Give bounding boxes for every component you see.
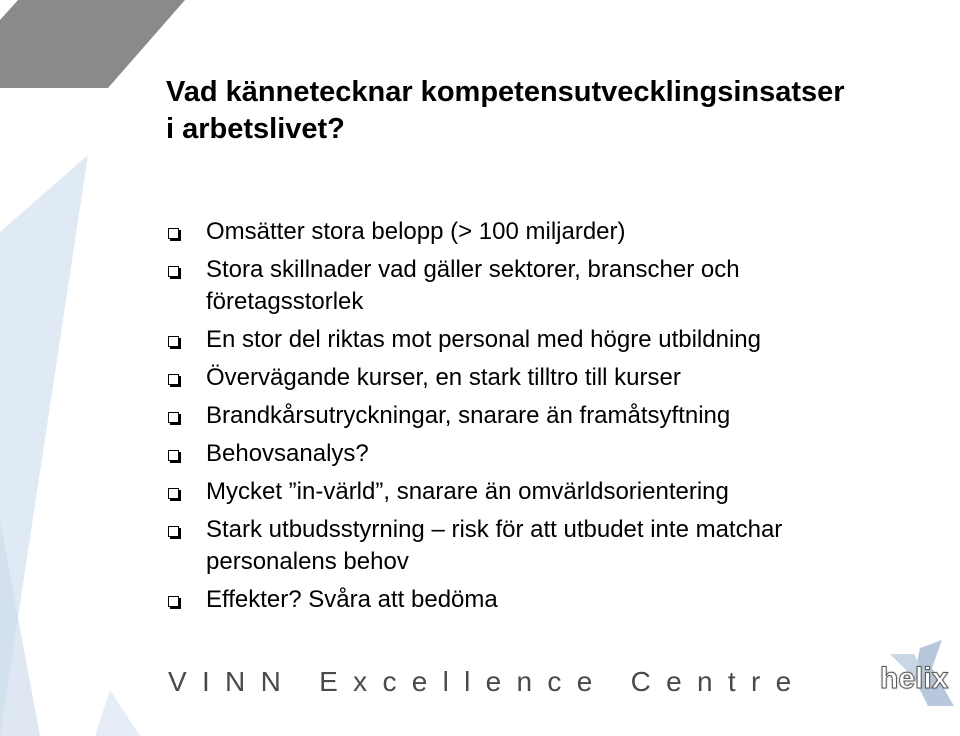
bullet-text: Brandkårsutryckningar, snarare än framåtsyftning bbox=[206, 402, 731, 429]
checkbox-square-icon bbox=[168, 228, 179, 239]
list-item bbox=[166, 514, 946, 578]
bullet-text: Stark utbudsstyrning – risk för att utbudet inte matchar bbox=[206, 516, 783, 543]
bullet-text-cont: företagsstorlek bbox=[206, 288, 364, 315]
slide-title bbox=[166, 74, 946, 148]
list-item bbox=[166, 362, 946, 394]
checkbox-square-icon bbox=[168, 374, 179, 385]
checkbox-square-icon bbox=[168, 450, 179, 461]
checkbox-square-icon bbox=[168, 336, 179, 347]
helix-logo-text: helix bbox=[880, 662, 949, 695]
slide-title-line1: Vad kännetecknar kompetensutvecklingsinsatser bbox=[166, 76, 845, 108]
slide-title-line2: i arbetslivet? bbox=[166, 113, 345, 145]
helix-logo bbox=[880, 640, 960, 710]
corner-gray-band bbox=[0, 0, 185, 88]
list-item bbox=[166, 400, 946, 432]
list-item bbox=[166, 254, 946, 318]
list-item bbox=[166, 216, 946, 248]
blue-stripe-bottom bbox=[95, 690, 140, 736]
list-item bbox=[166, 438, 946, 470]
footer-vinn-excellence-centre: VINN Excellence Centre bbox=[168, 666, 807, 697]
checkbox-square-icon bbox=[168, 596, 179, 607]
list-item bbox=[166, 324, 946, 356]
bullet-text: En stor del riktas mot personal med högre utbildning bbox=[206, 326, 761, 353]
bullet-text-cont: personalens behov bbox=[206, 548, 409, 575]
bullet-text: Övervägande kurser, en stark tilltro till kurser bbox=[206, 364, 681, 391]
bullet-text: Omsätter stora belopp (> 100 miljarder) bbox=[206, 218, 626, 245]
checkbox-square-icon bbox=[168, 266, 179, 277]
checkbox-square-icon bbox=[168, 412, 179, 423]
bullet-text: Stora skillnader vad gäller sektorer, branscher och bbox=[206, 256, 740, 283]
checkbox-square-icon bbox=[168, 526, 179, 537]
checkbox-square-icon bbox=[168, 488, 179, 499]
bullet-text: Effekter? Svåra att bedöma bbox=[206, 586, 498, 613]
bullet-text: Behovsanalys? bbox=[206, 440, 369, 467]
list-item bbox=[166, 476, 946, 508]
bullet-text: Mycket ”in-värld”, snarare än omvärldsorientering bbox=[206, 478, 729, 505]
bullet-list bbox=[166, 216, 946, 622]
list-item bbox=[166, 584, 946, 616]
